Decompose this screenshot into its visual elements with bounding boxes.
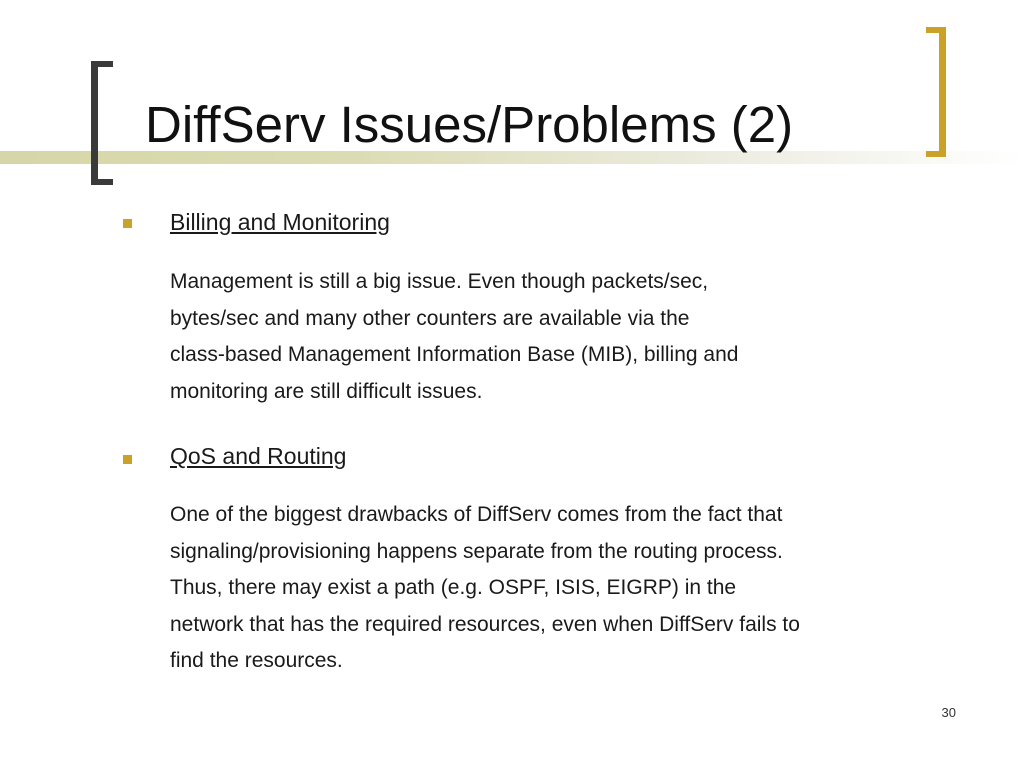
- right-bracket-decoration: [926, 27, 946, 157]
- body-line: class-based Management Information Base (MIB), billing and: [170, 343, 739, 366]
- left-bracket-decoration: [91, 61, 113, 185]
- bullet-square-icon: [123, 455, 132, 464]
- section-heading-billing: Billing and Monitoring: [170, 209, 390, 235]
- section-body-qos: [170, 497, 800, 680]
- body-line: Management is still a big issue. Even though packets/sec,: [170, 270, 709, 293]
- body-line: bytes/sec and many other counters are available via the: [170, 306, 690, 330]
- body-line: Thus, there may exist a path (e.g. OSPF, ISIS, EIGRP) in the: [170, 576, 737, 599]
- body-line: network that has the required resources, even when DiffServ fails to: [170, 612, 800, 636]
- body-line: find the resources.: [170, 649, 343, 672]
- page-number: 30: [941, 705, 956, 720]
- slide-title: DiffServ Issues/Problems (2): [145, 96, 794, 153]
- body-line: monitoring are still difficult issues.: [170, 379, 483, 403]
- bullet-square-icon: [123, 219, 132, 228]
- body-line: One of the biggest drawbacks of DiffServ comes from the fact that: [170, 503, 783, 526]
- body-line: signaling/provisioning happens separate from the routing process.: [170, 539, 783, 563]
- section-heading-qos: QoS and Routing: [170, 443, 347, 469]
- section-body-billing: [170, 264, 738, 410]
